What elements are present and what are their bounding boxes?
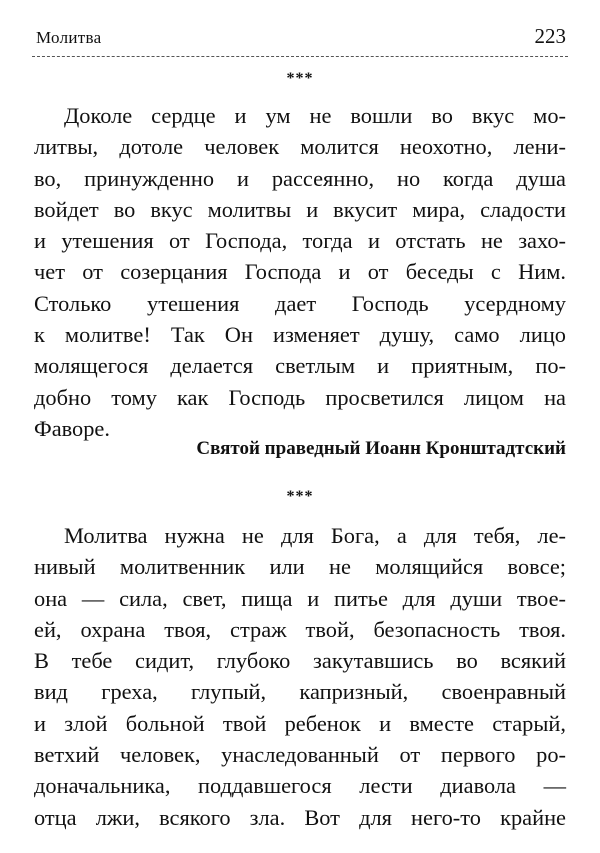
text-line: вид греха, глупый, капризный, своенравный bbox=[34, 679, 566, 705]
text-line: чет от созерцания Господа и от беседы с Ним. bbox=[34, 259, 566, 285]
attribution: Святой праведный Иоанн Кронштадтский bbox=[196, 438, 566, 459]
text-line: отца лжи, всякого зла. Вот для него-то крайне bbox=[34, 804, 566, 830]
passage-2 bbox=[34, 520, 566, 833]
text-line: ветхий человек, унаследованный от первого ро- bbox=[34, 742, 566, 768]
text-line: литвы, дотоле человек молится неохотно, лени- bbox=[34, 134, 566, 160]
text-line: Молитва нужна не для Бога, а для тебя, ле- bbox=[64, 523, 566, 548]
section-separator: *** bbox=[286, 488, 314, 505]
text-line: Столько утешения дает Господь усердному bbox=[34, 290, 566, 316]
text-line: В тебе сидит, глубоко закутавшись во всякий bbox=[34, 648, 566, 674]
text-line: Фаворе. bbox=[34, 415, 110, 441]
text-line: добно тому как Господь просветился лицом на bbox=[34, 384, 566, 410]
text-line: она — сила, свет, пища и питье для души твое- bbox=[34, 585, 566, 611]
text-line: ей, охрана твоя, страж твой, безопасность твоя. bbox=[34, 616, 566, 642]
text-line: к молитве! Так Он изменяет душу, само лицо bbox=[34, 322, 566, 348]
text-line: и утешения от Господа, тогда и отстать не захо- bbox=[34, 228, 566, 254]
text-line: и злой больной твой ребенок и вместе старый, bbox=[34, 710, 566, 736]
running-head bbox=[32, 22, 568, 57]
text-line: во, принужденно и рассеянно, но когда душа bbox=[34, 165, 566, 191]
text-line: Доколе сердце и ум не вошли во вкус мо- bbox=[64, 103, 566, 128]
text-line: доначальника, поддавшегося лести диавола — bbox=[34, 773, 566, 799]
text-line: нивый молитвенник или не молящийся вовсе; bbox=[34, 554, 566, 580]
text-line: войдет во вкус молитвы и вкусит мира, сладости bbox=[34, 196, 566, 222]
section-separator: *** bbox=[286, 70, 314, 87]
text-line: молящегося делается светлым и приятным, по- bbox=[34, 353, 566, 379]
page-number: 223 bbox=[534, 24, 566, 48]
passage-1 bbox=[34, 100, 566, 444]
running-title: Молитва bbox=[36, 28, 102, 47]
